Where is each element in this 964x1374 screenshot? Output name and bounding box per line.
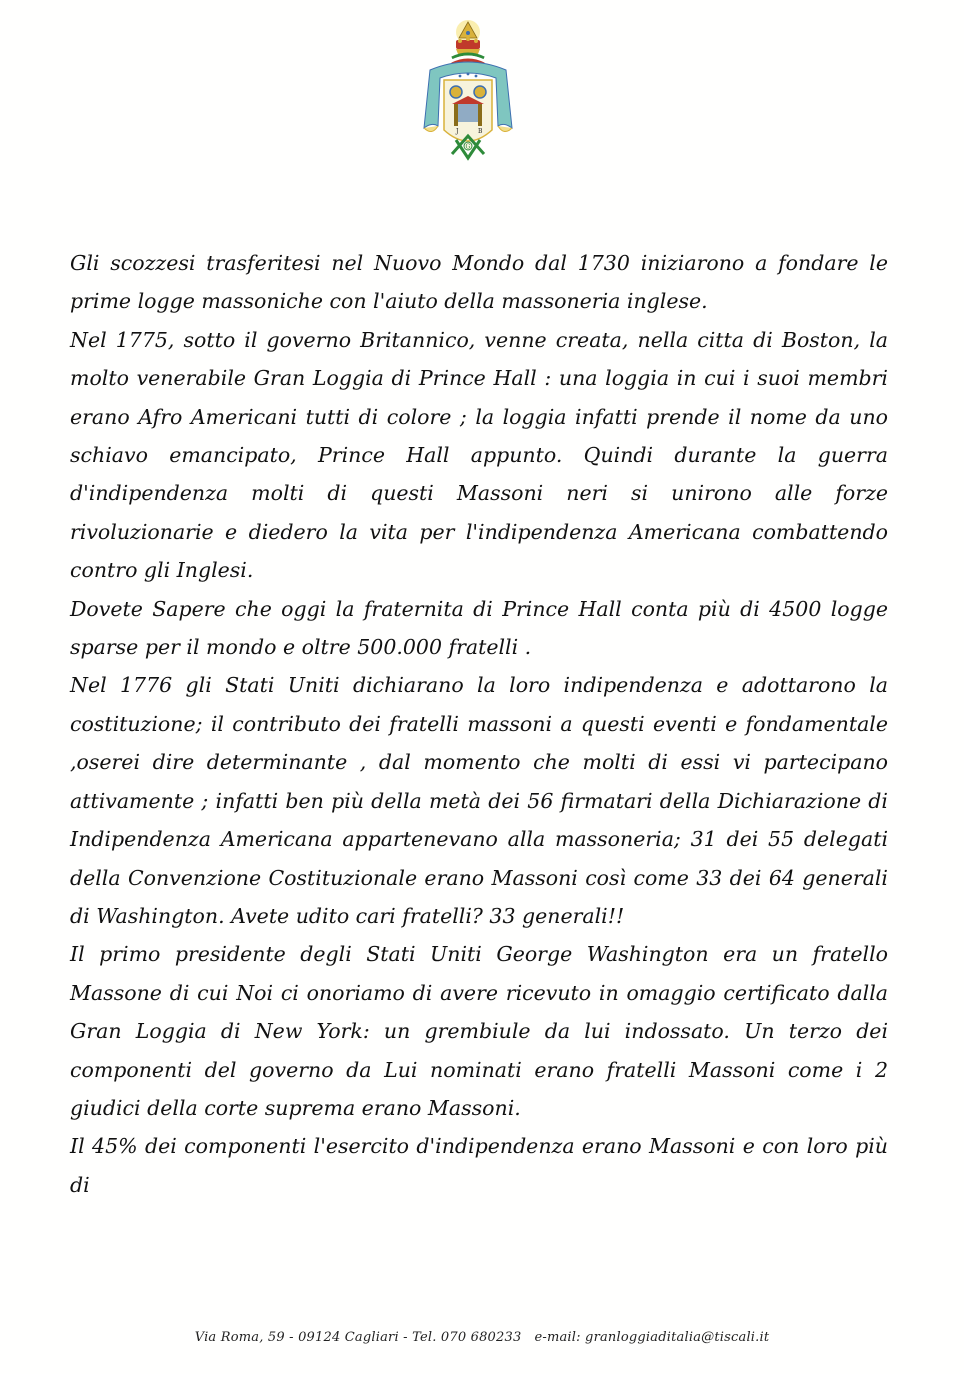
footer-address: Via Roma, 59 [194,1330,285,1345]
svg-text:J: J [456,128,459,135]
svg-text:B: B [478,128,483,135]
letterhead-footer [0,1330,964,1345]
paragraph: Gli scozzesi trasferitesi nel Nuovo Mondo dal 1730 iniziarono a fondare le prime logge massoniche con l'aiuto della massoneria inglese. [70,251,888,314]
masonic-coat-of-arms-icon [412,18,524,168]
paragraph: Il primo presidente degli Stati Uniti George Washington era un fratello Massone di cui Noi ci onoriamo di avere ricevuto in omaggio certificato dalla Gran Loggia di New York: un grembiule da lui indossato. Un terzo dei componenti del governo da Lui nominati erano fratelli Massoni come i 2 giudici della corte suprema erano Massoni. [70,942,888,1120]
footer-separator [521,1330,534,1345]
footer-email: e-mail: granloggiaditalia@tiscali.it [534,1330,770,1345]
letter-body [70,244,888,1204]
footer-phone: Tel. 070 680233 [412,1330,522,1345]
footer-separator: - [398,1330,413,1345]
footer-city: 09124 Cagliari [298,1330,399,1345]
paragraph: Nel 1775, sotto il governo Britannico, venne creata, nella citta di Boston, la molto venerabile Gran Loggia di Prince Hall : una loggia in cui i suoi membri erano Afro Americani tutti di colore ; la loggia infatti prende il nome da uno schiavo emancipato, Prince Hall appunto. Quindi durante la guerra d'indipendenza molti di questi Massoni neri si unirono alle forze rivoluzionarie e diedero la vita per l'indipendenza Americana combattendo contro gli Inglesi. [70,327,888,583]
paragraph: Dovete Sapere che oggi la fraternita di Prince Hall conta più di 4500 logge sparse per il mondo e oltre 500.000 fratelli . [70,596,888,660]
paragraph: Il 45% dei componenti l'esercito d'indipendenza erano Massoni e con loro più di [70,1134,888,1197]
footer-separator: - [284,1330,299,1345]
paragraph: Nel 1776 gli Stati Uniti dichiarano la loro indipendenza e adottarono la costituzione; il contributo dei fratelli massoni a questi eventi e fondamentale ,oserei dire determinante , dal momento che molti di essi vi partecipano attivamente ; infatti ben più della metà dei 56 firmatari della Dichiarazione di Indipendenza Americana appartenevano alla massoneria; 31 dei 55 delegati della Convenzione Costituzionale erano Massoni così come 33 dei 64 generali di Washington. Avete udito cari fratelli? 33 generali!! [70,673,888,928]
svg-text:G: G [465,143,471,151]
crown-icon [456,37,480,54]
